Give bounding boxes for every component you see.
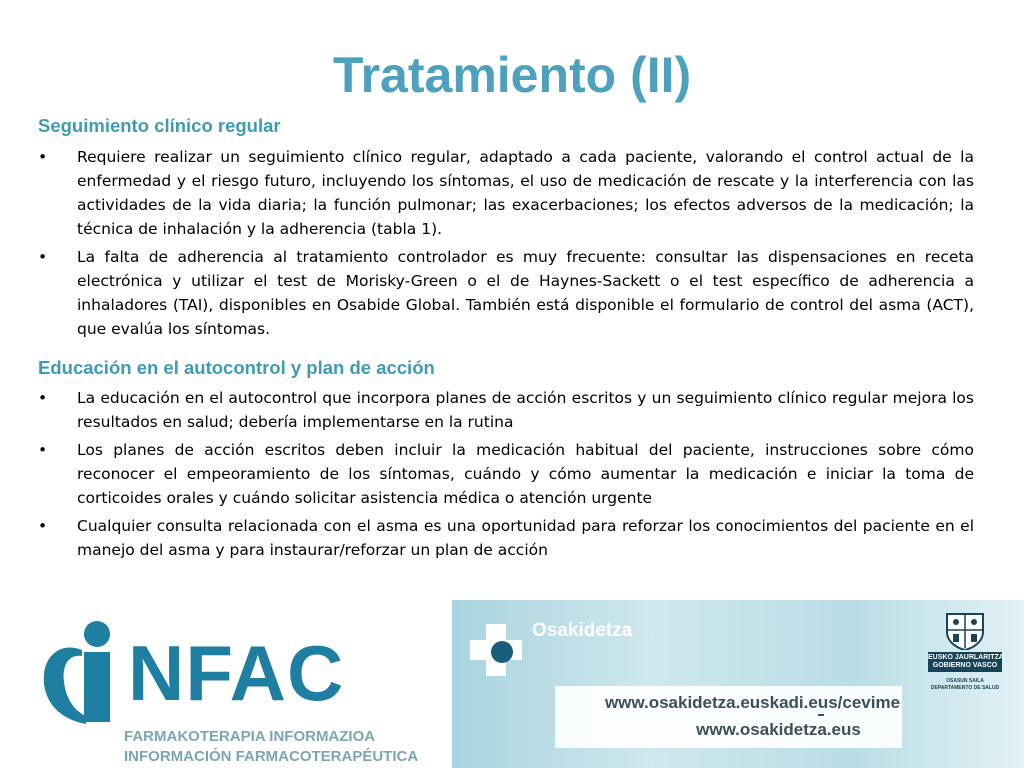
gov-dept-eu: OSASUN SAILA (946, 678, 984, 684)
slide-content (38, 113, 974, 566)
slide-title: Tratamiento (II) (332, 47, 692, 103)
url-box (555, 686, 902, 748)
infac-subtitle-es: INFORMACIÓN FARMACOTERAPÉUTICA (124, 748, 419, 765)
bullet-list-seguimiento (38, 145, 974, 341)
section-heading-seguimiento: Seguimiento clínico regular (38, 115, 281, 136)
infac-logo (40, 612, 419, 765)
bullet-item: • Requiere realizar un seguimiento clínico regular, adaptado a cada paciente, valorando el control actual de la enfermedad y el riesgo futuro, incluyendo los síntomas, el uso de medicación de rescate y la interferencia con las actividades de la vida diaria; la función pulmonar; las exacerbaciones; los efectos adversos de la medicación; la técnica de inhalación y la adherencia (tabla 1). (38, 145, 974, 241)
osakidetza-banner (452, 600, 1024, 768)
osakidetza-cross-icon (468, 622, 524, 678)
bullet-item: • La falta de adherencia al tratamiento controlador es muy frecuente: consultar las dispensaciones en receta electrónica y utilizar el test de Morisky-Green o el de Haynes-Sackett o el test específico de adherencia a inhaladores (TAI), disponibles en Osabide Global. También está disponible el formulario de control del asma (ACT), que evalúa los síntomas. (38, 245, 974, 341)
url-separator (818, 714, 824, 716)
infac-logo-text: NFAC (128, 629, 345, 717)
bullet-item: • La educación en el autocontrol que incorpora planes de acción escritos y un seguimiento clínico regular mejora los resultados en salud; debería implementarse en la rutina (38, 386, 974, 434)
bullet-list-educacion (38, 386, 974, 562)
gov-dept-es: DEPARTAMENTO DE SALUD (930, 685, 1000, 691)
bullet-item: • Los planes de acción escritos deben incluir la medicación habitual del paciente, instrucciones sobre cómo reconocer el empeoramiento de los síntomas, cuándo y cómo aumentar la medicación e iniciar la toma de corticoides orales y cuándo solicitar asistencia médica o atención urgente (38, 438, 974, 510)
section-heading-educacion: Educación en el autocontrol y plan de acción (38, 357, 435, 378)
footer-band (0, 600, 1024, 768)
basque-crest-icon (943, 610, 987, 650)
gov-line-eu: EUSKO JAURLARITZA (928, 654, 1004, 661)
url-cevime[interactable]: www.osakidetza.euskadi.eus/cevime (604, 693, 901, 712)
bullet-item: • Cualquier consulta relacionada con el asma es una oportunidad para reforzar los conocimientos del paciente en el manejo del asma y para instaurar/reforzar un plan de acción (38, 514, 974, 562)
url-osakidetza[interactable]: www.osakidetza.eus (696, 720, 861, 739)
gov-name-plate (928, 652, 1002, 672)
osakidetza-name: Osakidetza (532, 620, 633, 641)
infac-subtitle-eu: FARMAKOTERAPIA INFORMAZIOA (124, 728, 376, 745)
gobierno-vasco-logo (920, 610, 1010, 730)
infac-i-icon (40, 612, 136, 724)
gov-line-es: GOBIERNO VASCO (932, 662, 998, 669)
